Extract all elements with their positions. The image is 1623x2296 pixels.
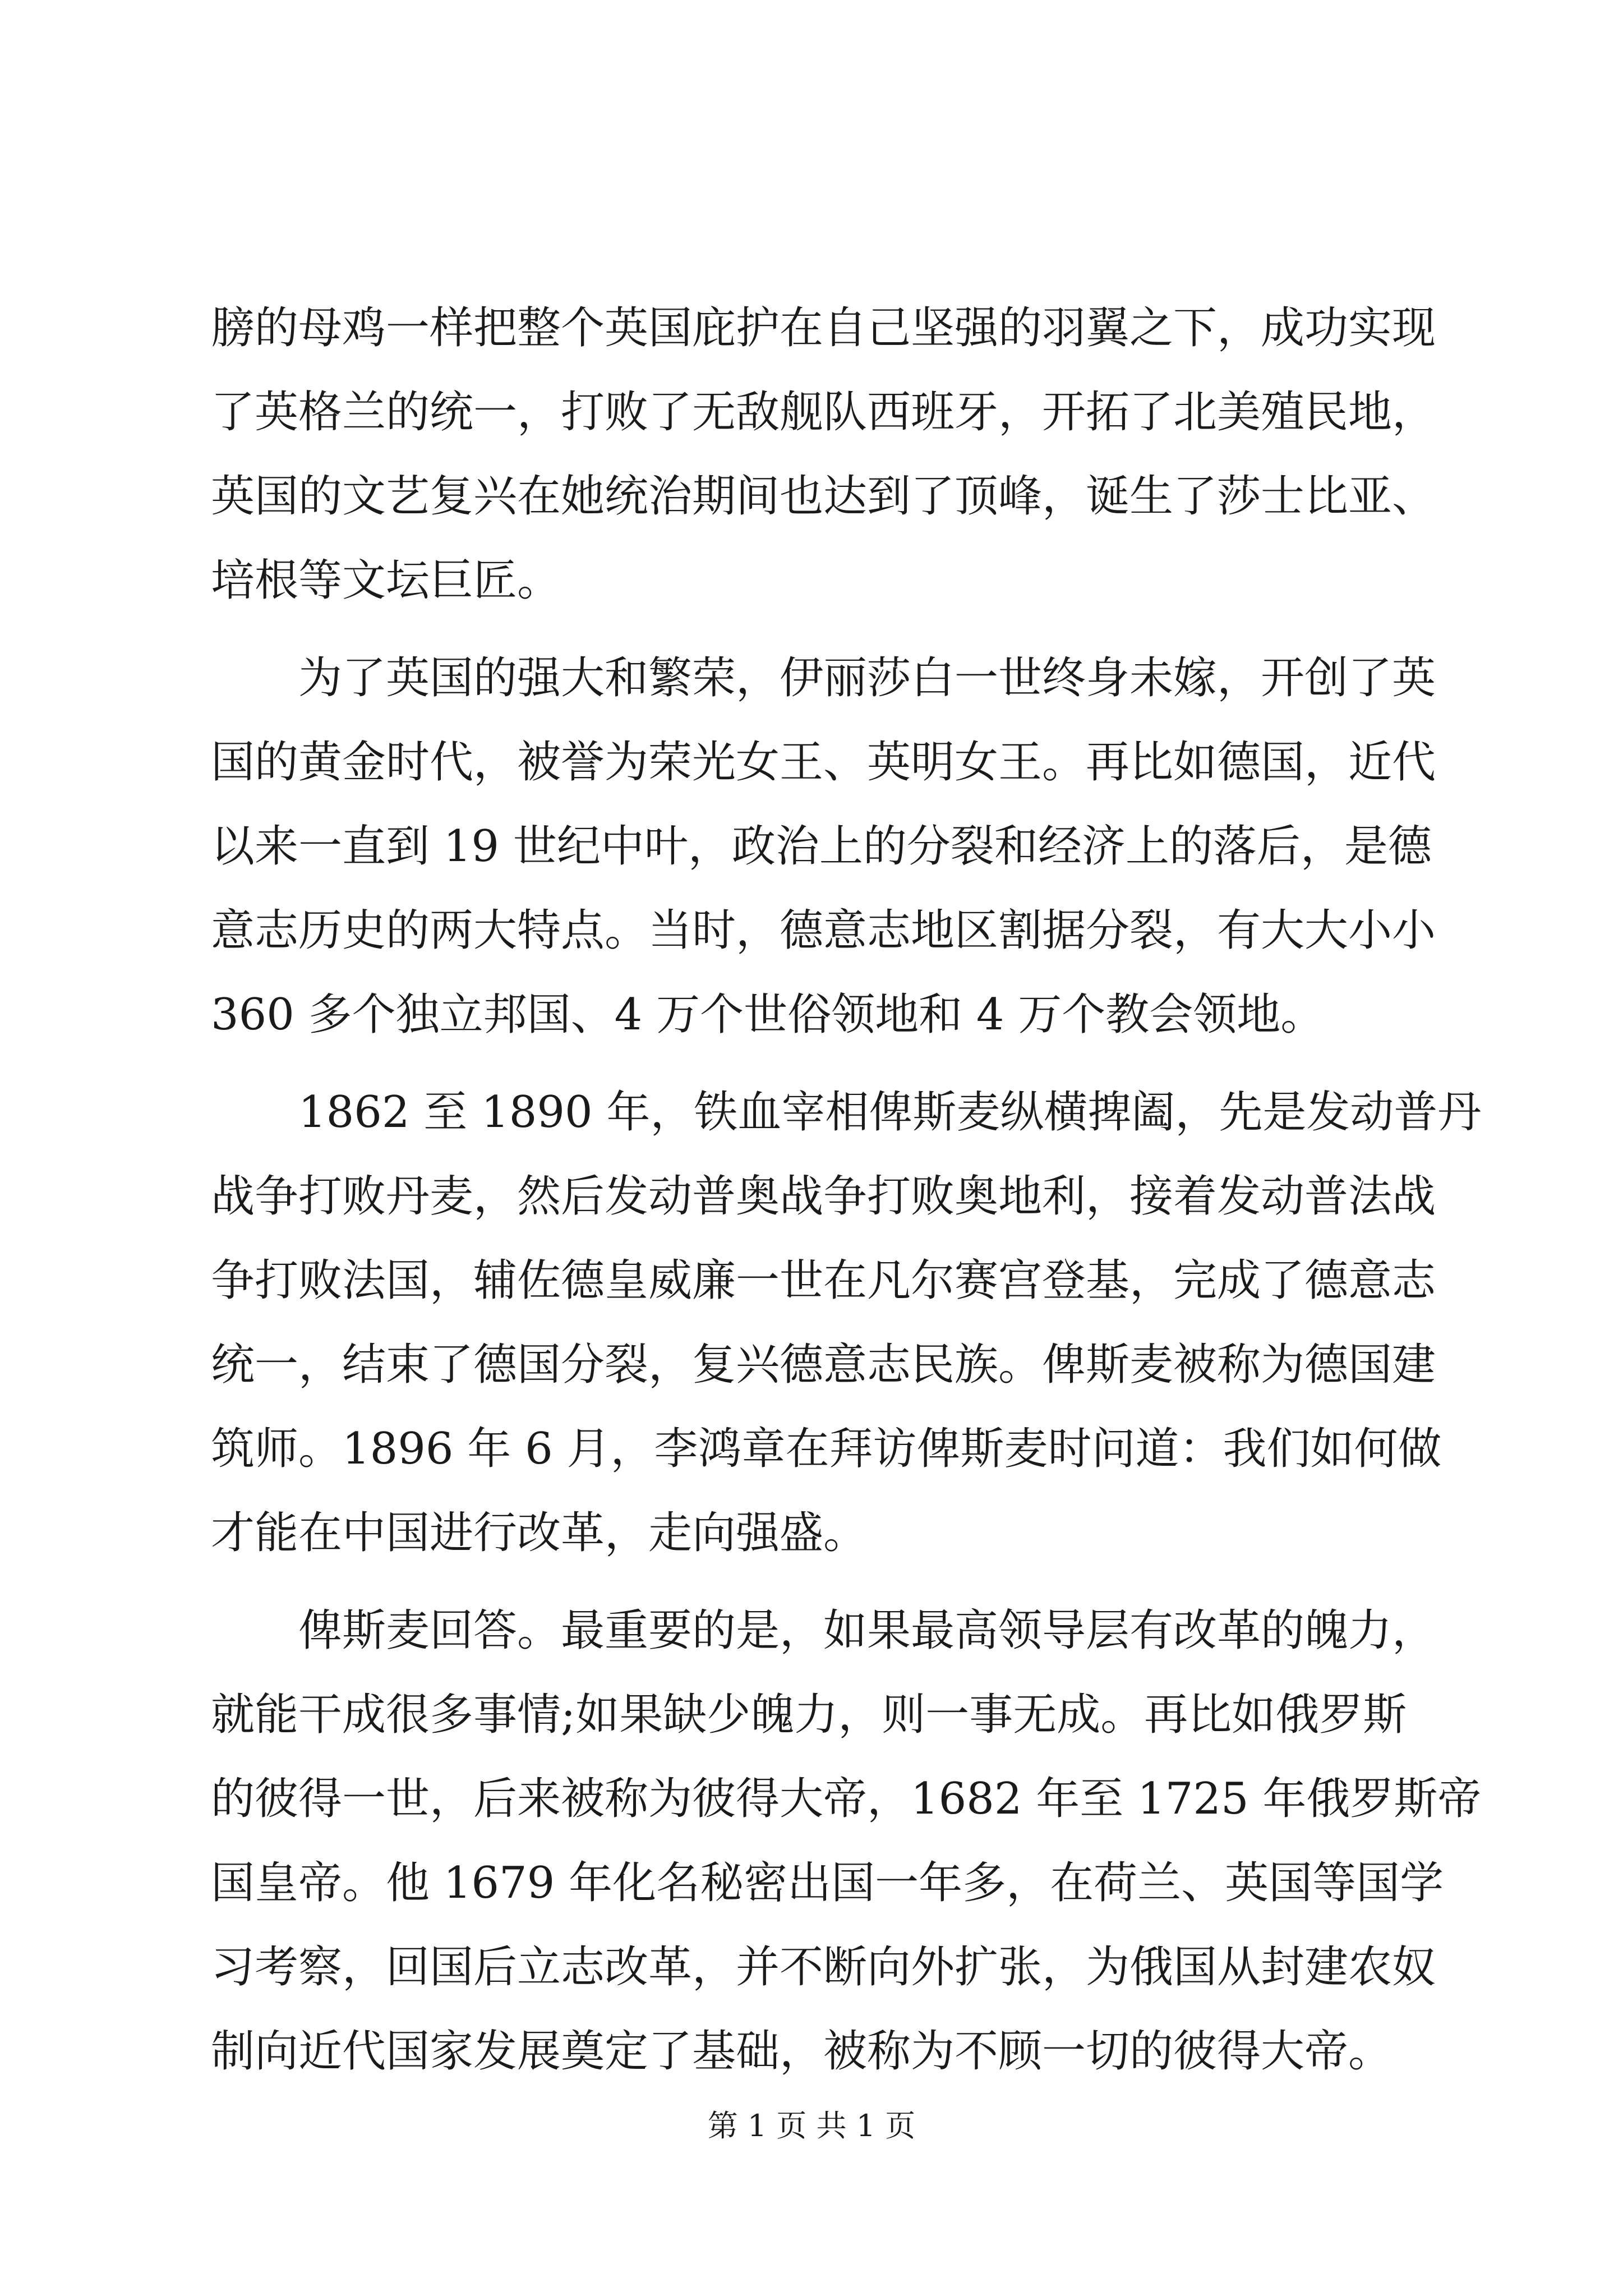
text-line: 膀的母鸡一样把整个英国庇护在自己坚强的羽翼之下，成功实现 xyxy=(211,303,1436,353)
text-line: 意志历史的两大特点。当时，德意志地区割据分裂，有大大小小 xyxy=(211,905,1436,956)
page-number-footer: 第 1 页 共 1 页 xyxy=(707,2108,916,2143)
text-line: 1862 至 1890 年，铁血宰相俾斯麦纵横捭阖，先是发动普丹 xyxy=(298,1087,1482,1138)
paragraph-2 xyxy=(211,636,1436,1057)
text-line: 争打败法国，辅佐德皇威廉一世在凡尔赛宫登基，完成了德意志 xyxy=(211,1255,1436,1306)
text-line: 培根等文坛巨匠。 xyxy=(211,555,561,606)
text-line: 的彼得一世，后来被称为彼得大帝，1682 年至 1725 年俄罗斯帝 xyxy=(211,1774,1482,1824)
paragraph-4 xyxy=(211,1589,1482,2093)
text-line: 360 多个独立邦国、4 万个世俗领地和 4 万个教会领地。 xyxy=(211,990,1325,1040)
text-line: 国的黄金时代，被誉为荣光女王、英明女王。再比如德国，近代 xyxy=(211,737,1436,788)
text-line: 战争打败丹麦，然后发动普奥战争打败奥地利，接着发动普法战 xyxy=(211,1171,1436,1222)
text-line: 国皇帝。他 1679 年化名秘密出国一年多，在荷兰、英国等国学 xyxy=(211,1858,1444,1908)
text-line: 筑师。1896 年 6 月，李鸿章在拜访俾斯麦时问道：我们如何做 xyxy=(211,1424,1442,1474)
text-line: 了英格兰的统一，打败了无敌舰队西班牙，开拓了北美殖民地， xyxy=(211,387,1436,438)
paragraph-3 xyxy=(211,1070,1482,1575)
text-line: 为了英国的强大和繁荣，伊丽莎白一世终身未嫁，开创了英 xyxy=(298,653,1436,703)
text-line: 英国的文艺复兴在她统治期间也达到了顶峰，诞生了莎士比亚、 xyxy=(211,471,1436,522)
text-line: 制向近代国家发展奠定了基础，被称为不顾一切的彼得大帝。 xyxy=(211,2026,1393,2077)
body-text xyxy=(211,286,1482,2107)
text-line: 俾斯麦回答。最重要的是，如果最高领导层有改革的魄力， xyxy=(298,1605,1436,1656)
text-line: 统一，结束了德国分裂，复兴德意志民族。俾斯麦被称为德国建 xyxy=(211,1340,1436,1390)
text-line: 以来一直到 19 世纪中叶，政治上的分裂和经济上的落后，是德 xyxy=(211,821,1432,872)
text-line: 就能干成很多事情;如果缺少魄力，则一事无成。再比如俄罗斯 xyxy=(211,1690,1407,1740)
text-line: 习考察，回国后立志改革，并不断向外扩张，为俄国从封建农奴 xyxy=(211,1942,1436,1993)
text-line: 才能在中国进行改革，走向强盛。 xyxy=(211,1508,868,1558)
paragraph-1 xyxy=(211,286,1436,623)
